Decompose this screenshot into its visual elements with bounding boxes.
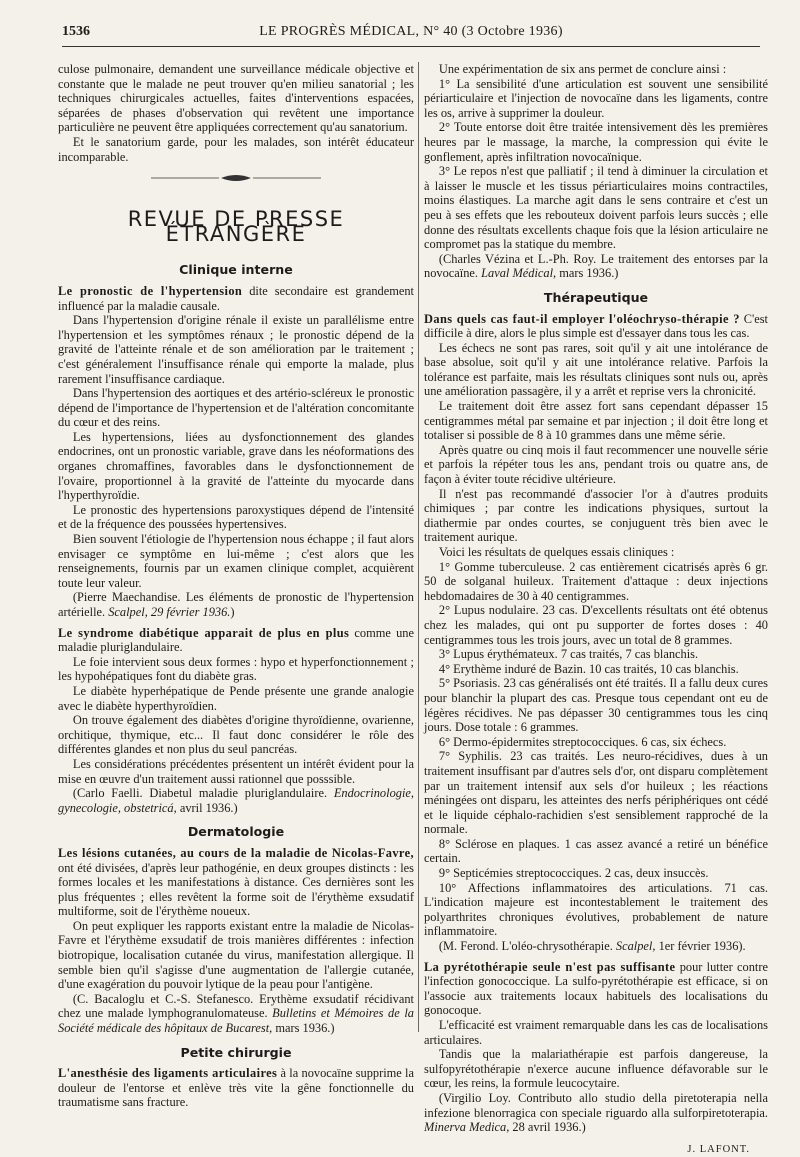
paragraph: Il n'est pas recommandé d'associer l'or à d'autres produits chimiques ; par contre les indications physiques, surtout la diathermie par ondes courtes, se conjuguent très bien avec le traitement aurique.	[424, 486, 768, 545]
column-divider	[418, 62, 419, 1032]
page-number: 1536	[62, 24, 90, 39]
paragraph: Les considérations précédentes présentent un intérêt évident pour la mise en œuvre d'un traitement aussi rationnel que posssible.	[58, 756, 414, 786]
citation: (M. Ferond. L'oléo-chrysothérapie. Scalpel, 1er février 1936).	[438, 939, 746, 954]
paragraph: On trouve également des diabètes d'origine thyroïdienne, ovarienne, orchitique, thymique, etc... Il faut donc considérer le rôle des différentes glandes et non plus du seul pancréas.	[58, 713, 414, 757]
subsection-petite-chirurgie: Petite chirurgie	[180, 1044, 292, 1060]
list-item: 2° Lupus nodulaire. 23 cas. D'excellents résultats ont été obtenus chez les malades, qui ont pu supporter de fortes doses : 40 centigrammes tous les trois jours, avec un total de 8 grammes.	[424, 603, 768, 647]
paragraph: L'efficacité est vraiment remarquable dans les cas de localisations articulaires.	[424, 1018, 768, 1047]
paragraph: Bien souvent l'étiologie de l'hypertension nous échappe ; il faut alors envisager ce symptôme en lui-même ; c'est alors que les renseignements, fournis par un examen clinique complet, acquièrent toute leur valeur.	[58, 532, 414, 590]
lead-phrase: La pyrétothérapie seule n'est pas suffisante	[424, 959, 676, 974]
paragraph: Les lésions cutanées, au cours de la maladie de Nicolas-Favre, ont été divisées, d'après leur pathogénie, en deux groupes distincts : les formes locales et les manifestations à distance. Ces dernières sont les plus fréquentes ; elles revêtent la forme soit de l'érythème exsudatif multiforme, soit de l'érythème noueux.	[58, 845, 414, 919]
list-item: 9° Septicémies streptococciques. 2 cas, deux insuccès.	[438, 866, 709, 881]
list-item: 8° Sclérose en plaques. 1 cas assez avancé a retiré un bénéfice certain.	[424, 836, 768, 866]
paragraph: Le diabète hyperhépatique de Pende présente une grande analogie avec le diabète hyperthyroïdien.	[58, 683, 414, 713]
right-column	[424, 62, 768, 1157]
list-item: 3° Lupus érythémateux. 7 cas traités, 7 cas blanchis.	[438, 647, 699, 662]
subsection-dermatologie: Dermatologie	[187, 824, 285, 840]
lead-phrase: Le pronostic de l'hypertension	[58, 283, 243, 298]
paragraph: culose pulmonaire, demandent une surveillance médicale objective et constante que le malade ne peut trouver qu'en milieu sanatorial ; les techniques chirurgicales actuelles, faites d'interventions espacées, séparées de phases d'observation qui revêtent une importance particulière ne peuvent être appliquées correctement qu'au sanatorium.	[58, 62, 414, 135]
list-item: 10° Affections inflammatoires des articulations. 71 cas. L'indication majeure est incontestablement le traitement des polyarthrites chroniques évolutives, probablement de nature inflammatoire.	[424, 880, 768, 939]
paragraph: La pyrétothérapie seule n'est pas suffisante pour lutter contre l'infection gonococcique. La sulfo-pyrétothérapie est efficace, si on l'associe aux traitements locaux habituels des localisations du gonocoque.	[424, 959, 768, 1018]
running-title: LE PROGRÈS MÉDICAL, N° 40 (3 Octobre 1936)	[259, 24, 563, 39]
citation: (Pierre Maechandise. Les éléments de pronostic de l'hypertension artérielle. Scalpel, 29 février 1936.)	[58, 590, 414, 619]
header-rule	[62, 46, 760, 47]
list-item: 7° Syphilis. 23 cas traités. Les neuro-récidives, dues à un traitement insuffisant par d'autres sels d'or, ont disparu complètement par un traitement intensif aux sels d'or huileux ; les réactions méningées ont disparu, les atteintes des nerfs périphériques ont cédé et le liquide céphalo-rachidien s'est sensiblement rapproché de la normale.	[424, 749, 768, 837]
paragraph: Le pronostic de l'hypertension dite secondaire est grandement influencé par la maladie causale.	[58, 283, 415, 313]
citation: (Carlo Faelli. Diabetul maladie pluriglandulaire. Endocrinologie, gynecologie, obstetricá, avril 1936.)	[58, 786, 414, 815]
paragraph: Dans l'hypertension d'origine rénale il existe un parallélisme entre l'hypertension et les symptômes rénaux ; le pronostic dépend de la gravité de l'atteinte rénale et de son amélioration par le traitement ; c'est généralement l'insuffisance rénale qui emporte la malade, plus rarement l'insuffisance cardiaque.	[58, 313, 414, 386]
citation: (C. Bacaloglu et C.-S. Stefanesco. Erythème exsudatif récidivant chez une malade lymphogranulomateuse. Bulletins et Mémoires de la Société médicale des hôpitaux de Bucarest, mars 1936.)	[58, 991, 414, 1036]
left-column	[58, 62, 414, 1110]
paragraph: Le traitement doit être assez fort sans cependant dépasser 15 centigrammes métal par semaine et par injection ; il doit être long et totaliser si possible de 8 à 10 grammes dans une même série.	[424, 399, 768, 443]
lead-phrase: L'anesthésie des ligaments articulaires	[58, 1066, 278, 1081]
paragraph: Les hypertensions, liées au dysfonctionnement des glandes endocrines, ont un pronostic variable, grave dans les néoformations des organes chromaffines, favorables dans le dysfonctionnement de l'ovaire, proportionnel à la gravité de l'atteinte du myocarde dans l'hyperthyroïdie.	[58, 429, 414, 503]
lead-phrase: Dans quels cas faut-il employer l'oléochryso-thérapie ?	[424, 311, 740, 326]
ornament-icon	[151, 172, 321, 184]
paragraph: 2° Toute entorse doit être traitée intensivement dès les premières heures par le massage, la marche, la compression qui évite le gonflement, après infiltration novocaïnique.	[424, 120, 768, 164]
paragraph: Et le sanatorium garde, pour les malades, son intérêt éducateur incomparable.	[58, 134, 414, 164]
paragraph: 1° La sensibilité d'une articulation est souvent une sensibilité périarticulaire et l'injection de novocaïne dans les ligaments, contre les os, arrive à supprimer la douleur.	[424, 76, 768, 120]
paragraph: 3° Le repos n'est que palliatif ; il tend à diminuer la circulation et à laisser le muscle et les tissus périarticulaires moins contractiles, moins élastiques. La marche agit dans le sens contraire et c'est un peu à ses effets que les rebouteux doivent parfois leurs succès ; elle donne des résultats excellents chaque fois que la lésion articulaire ne compromet pas la statique du membre.	[424, 164, 768, 252]
ornament-divider	[58, 172, 414, 186]
subsection-clinique-interne: Clinique interne	[179, 262, 293, 278]
lead-phrase: Les lésions cutanées, au cours de la maladie de Nicolas-Favre,	[58, 845, 414, 860]
paragraph: Le pronostic des hypertensions paroxystiques dépend de l'intensité et de la fréquence des poussées hypertensives.	[58, 502, 414, 532]
paragraph: Le syndrome diabétique apparait de plus en plus comme une maladie pluriglandulaire.	[58, 625, 415, 655]
paragraph: Une expérimentation de six ans permet de conclure ainsi :	[438, 62, 727, 76]
paragraph: Dans quels cas faut-il employer l'oléochryso-thérapie ? C'est difficile à dire, alors le plus simple est d'essayer dans tous les cas.	[424, 311, 768, 341]
lead-phrase: Le syndrome diabétique apparait de plus en plus	[58, 625, 350, 640]
subsection-therapeutique: Thérapeutique	[543, 289, 649, 305]
list-item: 5° Psoriasis. 23 cas généralisés ont été traités. Il a fallu deux cures pour blanchir la plupart des cas. Presque tous cependant ont eu de légères récidives. Ne pas dépasser 30 centigrammes tous les cinq jours. Dose totale : 6 grammes.	[424, 676, 768, 735]
paragraph: L'anesthésie des ligaments articulaires à la novocaïne supprime la douleur de l'entorse et enlève très vite la gêne fonctionnelle du traumatisme sans fracture.	[58, 1066, 414, 1110]
citation: (Charles Vézina et L.-Ph. Roy. Le traitement des entorses par la novocaïne. Laval Médical, mars 1936.)	[424, 251, 768, 281]
paragraph: Après quatre ou cinq mois il faut recommencer une nouvelle série et parfois la répéter tous les ans, pendant trois ou quatre ans, de façon à éviter toute récidive ultérieure.	[424, 442, 768, 487]
citation: (Virgilio Loy. Contributo allo studio della piretoterapia nella infezione blenorragica con speciale riguardo alla sulforpiretoterapia. Minerva Medica, 28 avril 1936.)	[424, 1090, 768, 1135]
paragraph: Tandis que la malariathérapie est parfois dangereuse, la sulfopyrétothérapie n'exerce aucune influence défavorable sur le cœur, les reins, la formule leucocytaire.	[424, 1047, 768, 1091]
paragraph: On peut expliquer les rapports existant entre la maladie de Nicolas-Favre et l'érythème exsudatif de trois manières différentes : infection biotropique, localisation cutanée du virus, manifestation allergique. Il semble bien qu'il s'agisse d'une augmentation de l'allergie cutanée, d'une exagération du pouvoir lytique de la peau pour l'antigène.	[58, 918, 414, 992]
paragraph: Voici les résultats de quelques essais cliniques :	[438, 545, 675, 559]
list-item: 4° Erythème induré de Bazin. 10 cas traités, 10 cas blanchis.	[438, 661, 739, 676]
list-item: 6° Dermo-épidermites streptococciques. 6 cas, six échecs.	[438, 734, 727, 749]
author-signature: J. LAFONT.	[687, 1143, 750, 1155]
list-item: 1° Gomme tuberculeuse. 2 cas entièrement cicatrisés après 6 gr. 50 de solganal huileux. Traitement d'attaque : deux injections hebdomadaires de 30 à 40 centigrammes.	[424, 559, 768, 603]
paragraph: Dans l'hypertension des aortiques et des artério-scléreux le pronostic dépend de l'importance de l'hypertension et de l'altération concomitante du cœur et des reins.	[58, 386, 414, 430]
page-header	[62, 24, 760, 46]
paragraph: Les échecs ne sont pas rares, soit qu'il y ait une intolérance de base absolue, soit qu'il y ait une intolérance relative. Parfois la tolérance est parfaite, mais les résultats cliniques sont nuls ou, après une amélioration passagère, il y a arrêt et reprise vers la chronicité.	[424, 340, 768, 399]
paragraph: Le foie intervient sous deux formes : hypo et hyperfonctionnement ; les hypohépatiques font du diabète gras.	[58, 654, 414, 684]
section-heading-revue: REVUE DE PRESSE ÉTRANGÈRE	[127, 207, 345, 246]
